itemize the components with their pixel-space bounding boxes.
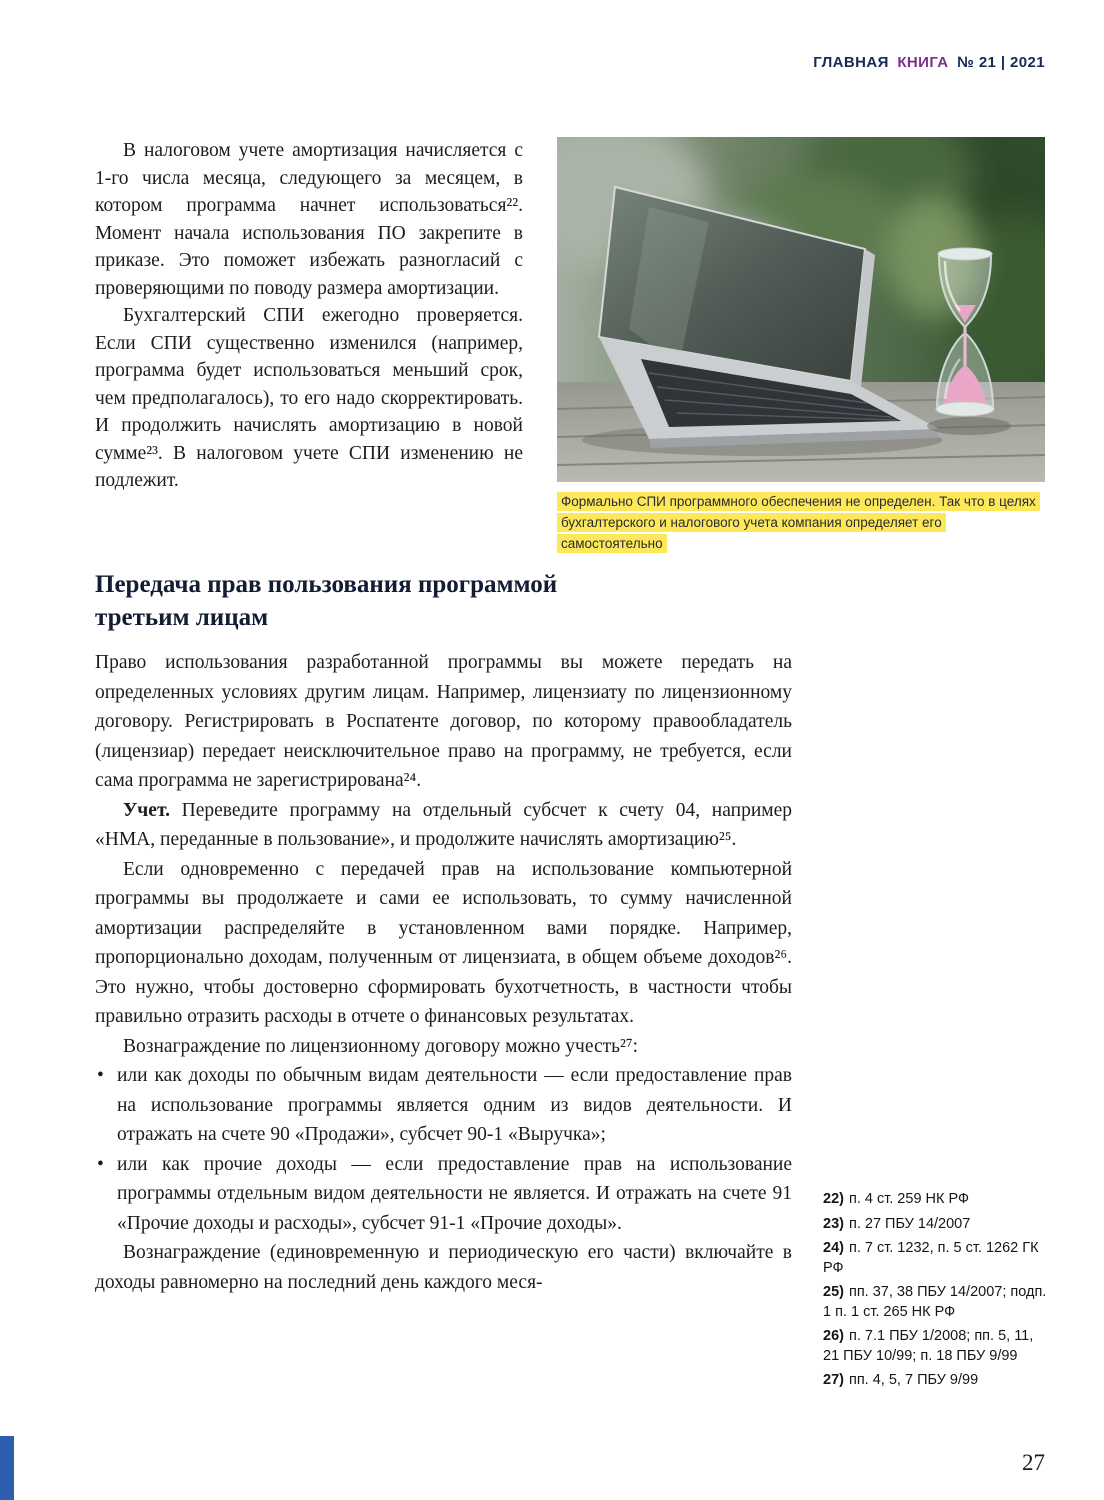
body-paragraph-2-lead: Учет. (123, 799, 170, 821)
body-paragraph-5: Вознаграждение (единовременную и периодическую его части) включайте в доходы равномерно на последний день каждого меся- (95, 1242, 792, 1293)
body-paragraph-2-rest: Переведите программу на отдельный субсчет к счету 04, например «НМА, переданные в пользование», и продолжите начислять амортизацию²⁵. (95, 799, 792, 850)
corner-accent-bar (0, 1436, 14, 1500)
footnote-24 (823, 1239, 1049, 1278)
body-paragraph-2 (95, 796, 792, 855)
income-options-list (95, 1061, 792, 1238)
footnote-number: 25) (823, 1284, 844, 1300)
footnote-number: 23) (823, 1215, 844, 1232)
footnote-text: п. 7 ст. 1232, п. 5 ст. 1262 ГК РФ (823, 1240, 1039, 1276)
footnote-number: 22) (823, 1191, 844, 1207)
section-heading-line2: третьим лицам (95, 604, 269, 631)
footnote-text: пп. 4, 5, 7 ПБУ 9/99 (848, 1372, 979, 1388)
footnote-number: 27) (823, 1372, 844, 1388)
photo-caption (557, 491, 1045, 554)
footnote-26 (823, 1327, 1049, 1366)
footnote-text: п. 27 ПБУ 14/2007 (848, 1215, 971, 1232)
footnote-23 (823, 1215, 1049, 1235)
intro-text-column (95, 137, 523, 554)
section-heading (95, 568, 855, 634)
page-number: 27 (1022, 1450, 1045, 1475)
footnote-27 (823, 1371, 1049, 1391)
list-item: • или как доходы по обычным видам деятельности — если предоставление прав на использование программы является одним из видов деятельности. И отражать на счете 90 «Продажи», субсчет 90-1 «Выручка»; (95, 1061, 792, 1150)
intro-paragraph-1: В налоговом учете амортизация начисляется с 1-го числа месяца, следующего за месяцем, в котором программа начнет использоваться²². Момент начала использования ПО закрепите в приказе. Это поможет избежать разногласий с проверяющими по поводу размера амортизации. (95, 140, 523, 299)
intro-paragraph-2: Бухгалтерский СПИ ежегодно проверяется. Если СПИ существенно изменился (например, программа будет использоваться меньший срок, чем предполагалось), то его надо скорректировать. И продолжить начислять амортизацию в новой сумме²³. В налоговом учете СПИ изменению не подлежит. (95, 305, 523, 491)
body-paragraph-3: Если одновременно с передачей прав на использование компьютерной программы вы продолжаете и сами ее использовать, то сумму начисленной амортизации распределяйте в установленном вами порядке. Например, пропорционально доходам, полученным от лицензиата, в общем объеме доходов²⁶. Это нужно, чтобы достоверно сформировать бухотчетность, в частности чтобы правильно отразить расходы в отчете о финансовых результатах. (95, 858, 792, 1027)
list-item: • или как прочие доходы — если предоставление прав на использование программы отдельным видом деятельности не является. И отражать на счете 91 «Прочие доходы и расходы», субсчет 91-1 «Прочие доходы». (95, 1150, 792, 1239)
footnote-text: п. 7.1 ПБУ 1/2008; пп. 5, 11, 21 ПБУ 10/99; п. 18 ПБУ 9/99 (823, 1328, 1034, 1364)
issue-label: № 21 | 2021 (957, 54, 1045, 71)
brand-primary: ГЛАВНАЯ (813, 54, 889, 71)
section-heading-line1: Передача прав пользования программой (95, 571, 558, 598)
footnote-text: п. 4 ст. 259 НК РФ (848, 1191, 970, 1207)
body-column (95, 648, 792, 1297)
footnotes-sidebar (823, 1190, 1049, 1396)
running-header (809, 54, 1045, 71)
photo-caption-text: Формально СПИ программного обеспечения не определен. Так что в целях бухгалтерского и налогового учета компания определяет его самостоятельно (557, 492, 1040, 553)
body-paragraph-1: Право использования разработанной программы вы можете передать на определенных условиях другим лицам. Например, лицензиату по лицензионному договору. Регистрировать в Роспатенте договор, по которому правообладатель (лицензиар) передает неисключительное право на программу, не требуется, если сама программа не зарегистрирована²⁴. (95, 652, 792, 791)
footnote-text: пп. 37, 38 ПБУ 14/2007; подп. 1 п. 1 ст. 265 НК РФ (823, 1284, 1047, 1320)
photo-figure (557, 137, 1045, 554)
footnote-number: 26) (823, 1328, 844, 1344)
brand-secondary: КНИГА (897, 54, 949, 71)
footnote-25 (823, 1283, 1049, 1322)
laptop-hourglass-photo (557, 137, 1045, 482)
intro-section (95, 137, 1045, 554)
body-paragraph-4: Вознаграждение по лицензионному договору можно учесть²⁷: (123, 1035, 639, 1057)
footnote-22 (823, 1190, 1049, 1210)
footnote-number: 24) (823, 1240, 844, 1256)
